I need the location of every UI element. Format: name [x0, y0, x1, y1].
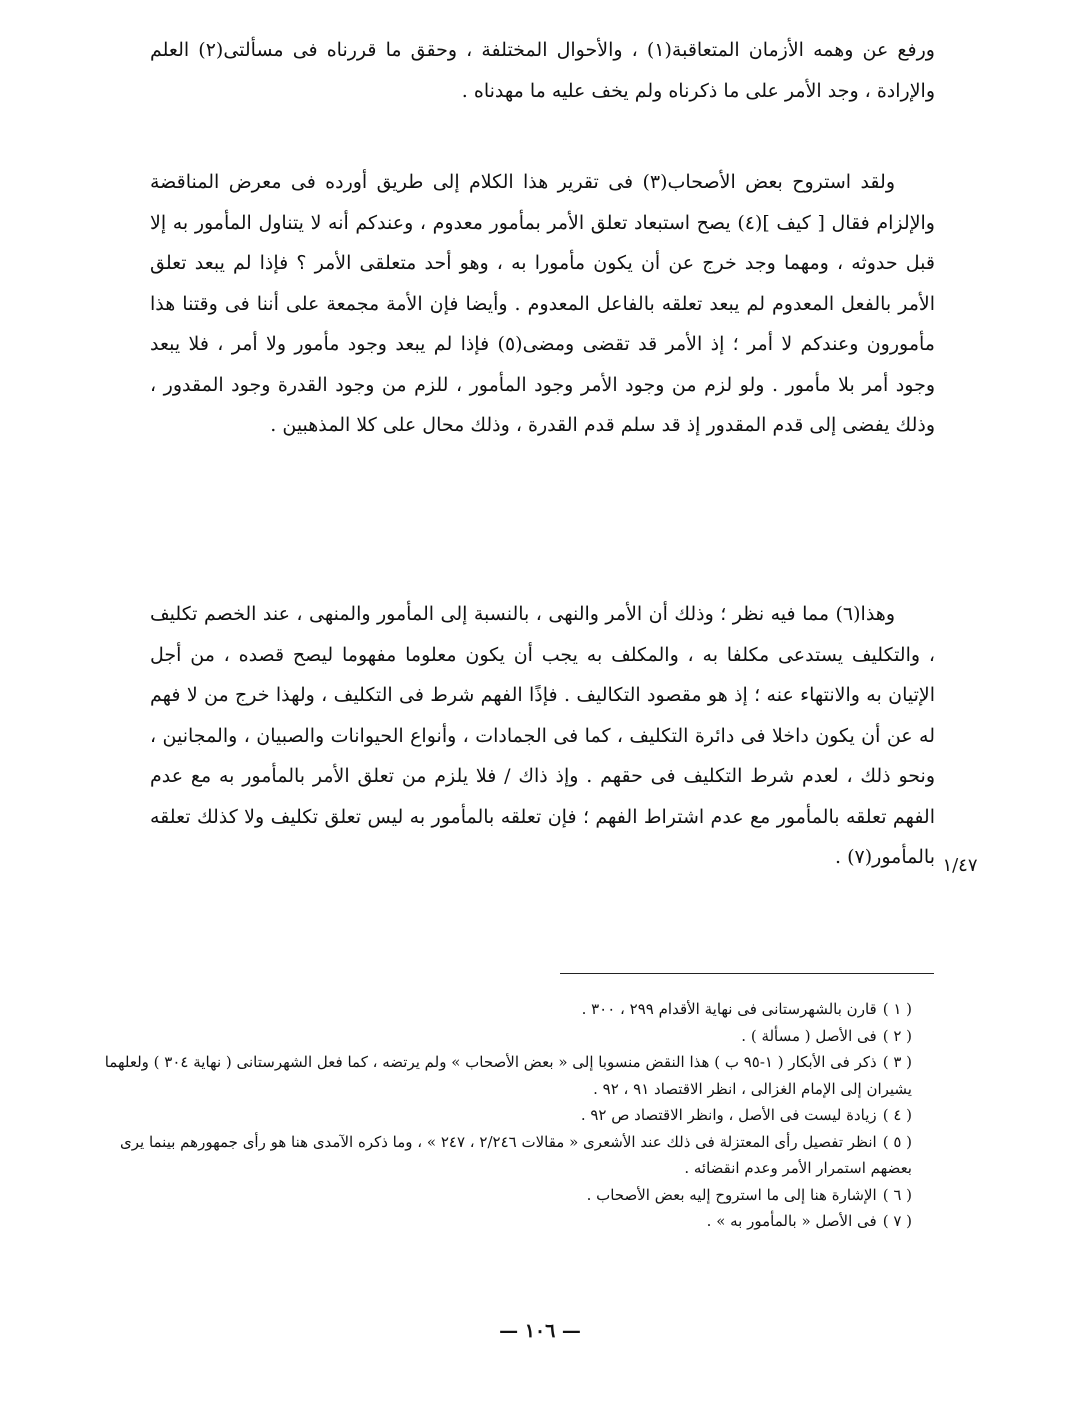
footnote-number: ( ٥ ): [882, 1132, 912, 1151]
footnote-text: الإشارة هنا إلى ما استروح إليه بعض الأصحاب .: [586, 1185, 877, 1204]
footnote-item: [90, 1129, 912, 1182]
paragraph-1: ورفع عن وهمه الأزمان المتعاقبة(١) ، والأحوال المختلفة ، وحقق ما قررناه فى مسألتى(٢) العلم والإرادة ، وجد الأمر على ما ذكرناه ولم يخف عليه ما مهدناه .: [150, 39, 935, 102]
footnote-number: ( ٣ ): [882, 1053, 912, 1071]
footnote-text: ذكر فى الأبكار ( ١-٩٥ ب ) هذا النقض منسوبا إلى « بعض الأصحاب » ولم يرتضه ، كما فعل الشهرستانى ( نهاية ٣٠٤ ) ولعلهما يشيران إلى الإمام الغزالى ، انظر الاقتصاد ٩١ ، ٩٢ .: [104, 1053, 912, 1098]
footnote-item: [90, 1102, 912, 1129]
footnote-item: [90, 1023, 912, 1050]
footnote-number: ( ٦ ): [882, 1185, 912, 1204]
footnote-text: قارن بالشهرستانى فى نهاية الأقدام ٢٩٩ ، ٣٠٠ .: [581, 1000, 877, 1018]
folio-margin-note: ١/٤٧: [942, 855, 978, 876]
footnote-text: فى الأصل ( مسألة ) .: [741, 1026, 877, 1045]
footnote-item: [90, 1182, 912, 1209]
footnote-item: [90, 1049, 912, 1102]
footnote-item: [90, 1208, 912, 1235]
footnote-text: زيادة ليست فى الأصل ، وانظر الاقتصاد ص ٩٢ .: [580, 1106, 877, 1124]
footnote-number: ( ١ ): [882, 1000, 912, 1018]
paragraph-3: وهذا(٦) مما فيه نظر ؛ وذلك أن الأمر والنهى ، بالنسبة إلى المأمور والمنهى ، عند الخصم تكليف ، والتكليف يستدعى مكلفا به ، والمكلف به يجب أن يكون معلوما مفهوما ليصح قصده ، من أجل الإتيان به والانتهاء عنه ؛ إذ هو مقصود التكاليف . فإذًا الفهم شرط فى التكليف ، ولهذا خرج من لا فهم له عن أن يكون داخلا فى دائرة التكليف ، كما فى الجمادات ، وأنواع الحيوانات والصبيان ، والمجانين ، ونحو ذلك ، لعدم شرط التكليف فى حقهم . وإذ ذاك / فلا يلزم من تعلق الأمر بالمأمور به مع عدم الفهم تعلقه بالمأمور مع عدم اشتراط الفهم ؛ فإن تعلقه بالمأمور به ليس تعلق تكليف ولا كذلك تعلقه بالمأمور(٧) .: [150, 603, 935, 868]
footnote-text: انظر تفصيل رأى المعتزلة فى ذلك عند الأشعرى « مقالات ٢/٢٤٦ ، ٢٤٧ » ، وما ذكره الآمدى هنا هو رأى جمهورهم بينما يرى بعضهم استمرار الأمر وعدم انقضائه .: [119, 1132, 912, 1177]
paragraph-2: ولقد استروح بعض الأصحاب(٣) فى تقرير هذا الكلام إلى طريق أورده فى معرض المناقضة والإلزام فقال [ كيف ](٤) يصح استبعاد تعلق الأمر بمأمور معدوم ، وعندكم أنه لا يتناول المأمور به إلا قبل حدوثه ، ومهما وجد خرج عن أن يكون مأمورا به ، وهو أحد متعلقى الأمر ؟ فإذا لم يبعد تعلق الأمر بالفعل المعدوم لم يبعد تعلقه بالفاعل المعدوم . وأيضا فإن الأمة مجمعة على أننا فى وقتنا هذا مأمورون وعندكم لا أمر ؛ إذ الأمر قد تقضى ومضى(٥) فإذا لم يبعد وجود مأمور ولا أمر ، فلا يبعد وجود أمر بلا مأمور . ولو لزم من وجود الأمر وجود المأمور ، للزم من وجود القدرة وجود المقدور ، وذلك يفضى إلى قدم المقدور إذ قد سلم قدم القدرة ، وذلك محال على كلا المذهبين .: [150, 171, 935, 436]
footnote-item: [90, 996, 912, 1023]
footnote-number: ( ٤ ): [882, 1106, 912, 1124]
footnote-separator: [560, 973, 934, 974]
footnote-text: فى الأصل « بالمأمور به » .: [706, 1212, 877, 1230]
page-number: — ١٠٦ —: [499, 1320, 581, 1342]
footnote-number: ( ٢ ): [882, 1026, 912, 1045]
footnote-number: ( ٧ ): [882, 1212, 912, 1230]
footnotes-list: [90, 996, 912, 1235]
